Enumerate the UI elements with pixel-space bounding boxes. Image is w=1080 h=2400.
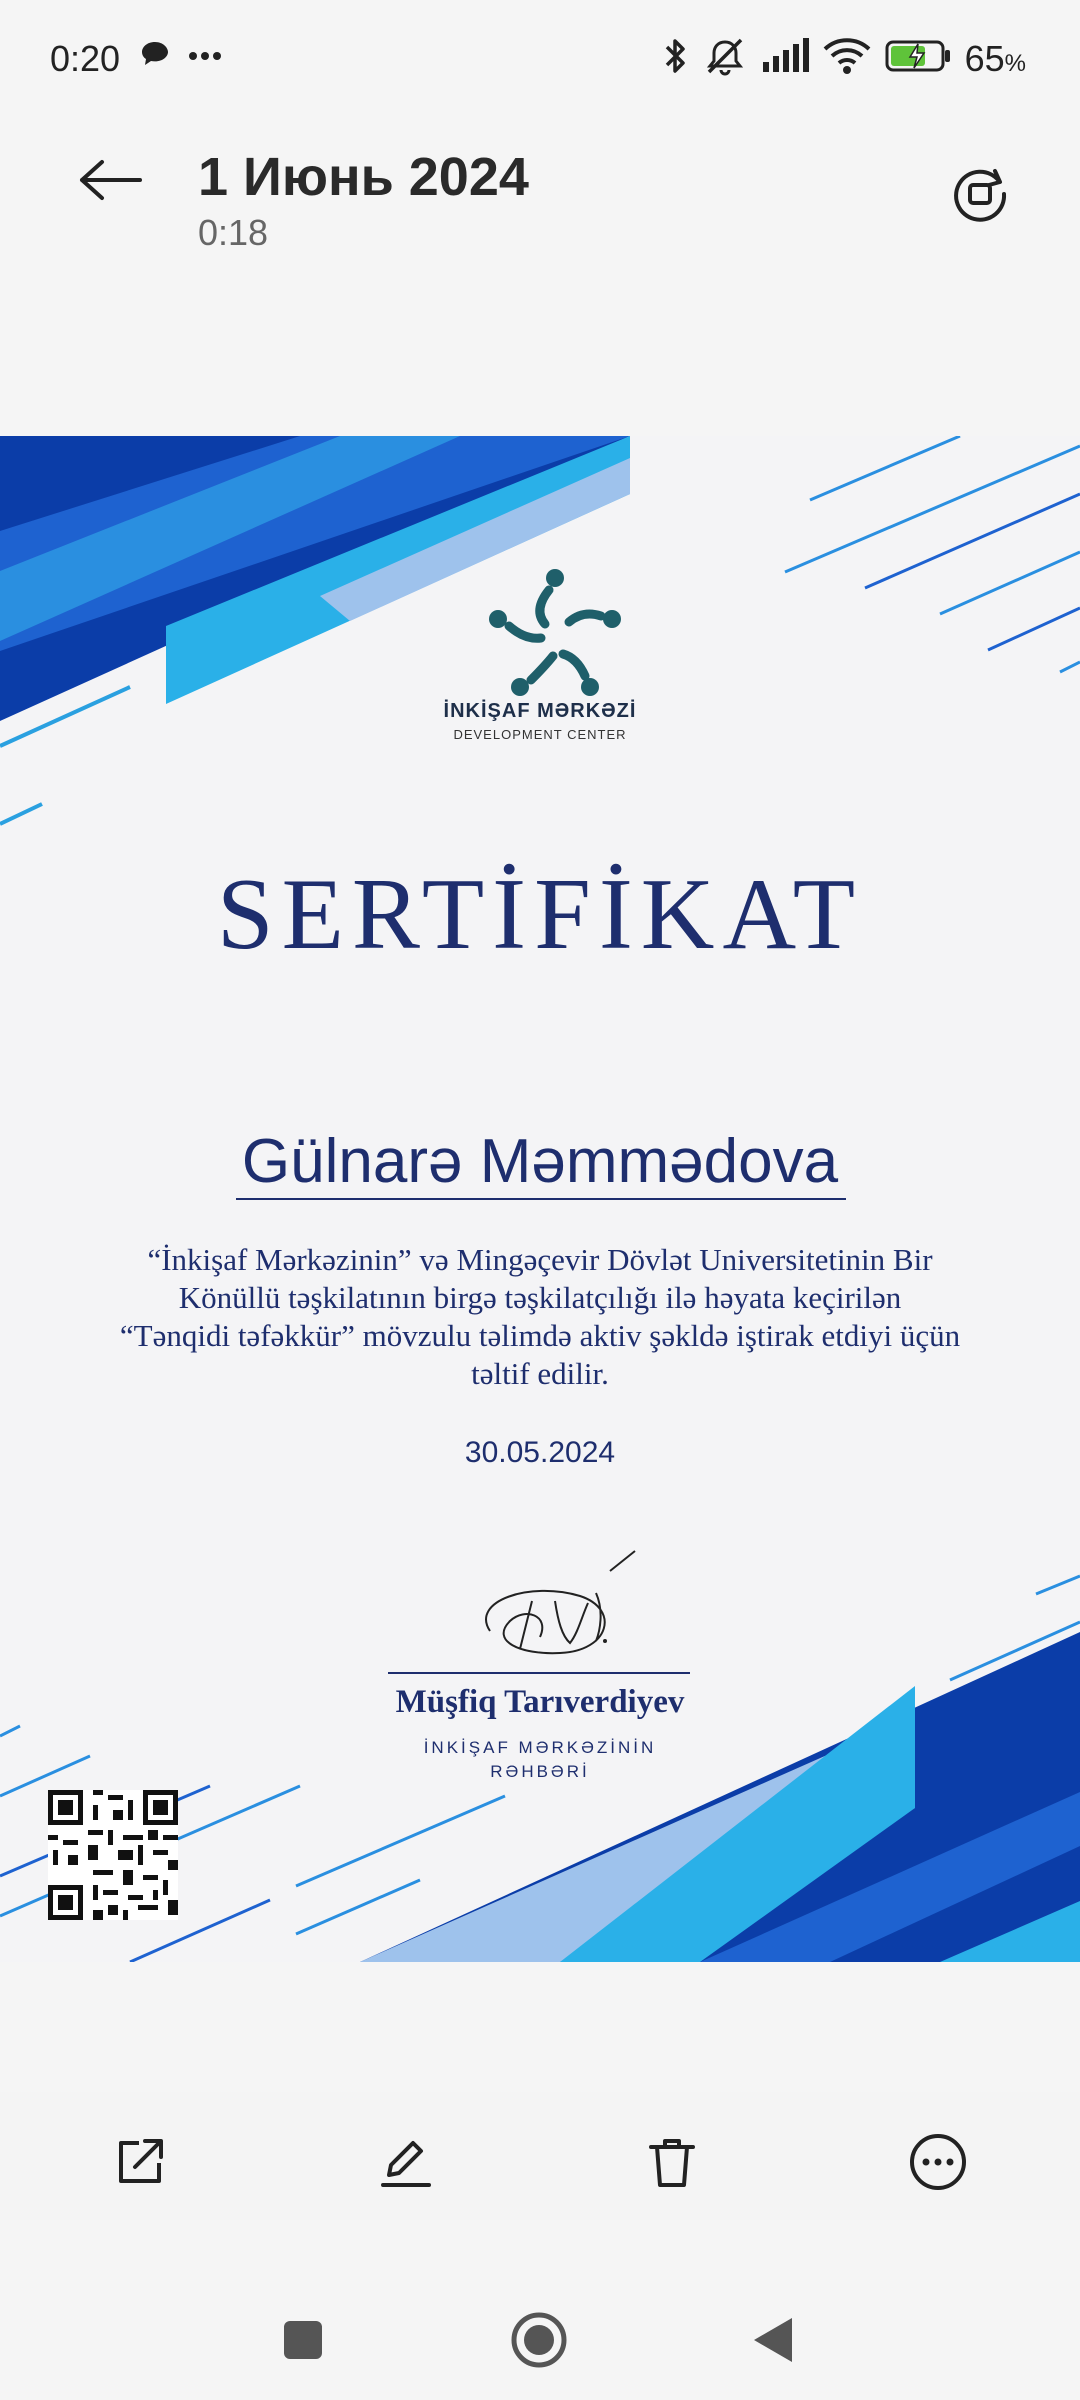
recents-icon	[283, 2320, 323, 2360]
organization-logo	[480, 566, 630, 706]
certificate-title: SERTİFİKAT	[216, 858, 864, 971]
org-subtitle: DEVELOPMENT CENTER	[453, 727, 627, 742]
body-line: Könüllü təşkilatının birgə təşkilatçılığı ilə həyata keçirilən	[178, 1280, 902, 1315]
page-title: 1 Июнь 2024	[198, 147, 529, 207]
signal-icon	[761, 38, 809, 79]
signer-role-line-2: RƏHBƏRİ	[490, 1762, 590, 1781]
more-icon	[909, 2133, 967, 2191]
more-options-button[interactable]	[898, 2122, 978, 2202]
recipient-name: Gülnarə Məmmədova	[241, 1127, 839, 1196]
nav-back-button[interactable]	[733, 2300, 813, 2380]
signature-image	[470, 1541, 650, 1666]
signer-name: Müşfiq Tarıverdiyev	[395, 1684, 685, 1720]
body-line: “İnkişaf Mərkəzinin” və Mingəçevir Dövlət Universitetinin Bir	[147, 1242, 933, 1277]
back-icon	[752, 2316, 794, 2364]
viewer-header	[0, 120, 1080, 290]
back-button[interactable]	[70, 140, 150, 220]
recipient-underline	[236, 1198, 846, 1200]
bottom-toolbar	[0, 2092, 1080, 2220]
recents-button[interactable]	[263, 2300, 343, 2380]
rotate-icon	[949, 163, 1011, 225]
delete-button[interactable]	[632, 2122, 712, 2202]
page-subtitle-time: 0:18	[198, 212, 269, 253]
body-line: təltif edilir.	[471, 1356, 609, 1391]
qr-code	[48, 1790, 178, 1920]
home-button[interactable]	[499, 2300, 579, 2380]
share-button[interactable]	[100, 2122, 180, 2202]
bluetooth-icon	[663, 36, 689, 81]
battery-charging-icon	[885, 39, 951, 78]
system-navigation-bar	[0, 2270, 1080, 2400]
wifi-icon	[823, 37, 871, 80]
edit-button[interactable]	[366, 2122, 446, 2202]
battery-percent-value: 65	[964, 37, 1005, 79]
mute-vibrate-icon	[703, 36, 747, 81]
certificate-image[interactable]	[0, 436, 1080, 1962]
status-right-icons	[663, 36, 1026, 81]
status-left-icons	[140, 40, 222, 73]
signer-role-line-1: İNKİŞAF MƏRKƏZİNİN	[423, 1738, 657, 1757]
certificate-body	[60, 1241, 1020, 1393]
signature-line	[388, 1672, 690, 1674]
certificate-date: 30.05.2024	[464, 1436, 616, 1469]
home-icon	[510, 2311, 568, 2369]
org-name: İNKİŞAF MƏRKƏZİ	[443, 700, 637, 722]
status-time: 0:20	[50, 38, 121, 79]
status-bar	[0, 0, 1080, 120]
rotate-button[interactable]	[940, 154, 1020, 234]
chat-bubble-icon	[140, 40, 170, 73]
delete-icon	[645, 2135, 699, 2189]
battery-percent	[965, 38, 1026, 80]
share-icon	[113, 2135, 167, 2189]
edit-icon	[379, 2135, 433, 2189]
battery-percent-unit: %	[1004, 49, 1026, 77]
body-line: “Tənqidi təfəkkür” mövzulu təlimdə aktiv şəkldə iştirak etdiyi üçün	[119, 1318, 961, 1353]
more-dots-icon	[188, 48, 222, 66]
arrow-left-icon	[78, 158, 142, 202]
